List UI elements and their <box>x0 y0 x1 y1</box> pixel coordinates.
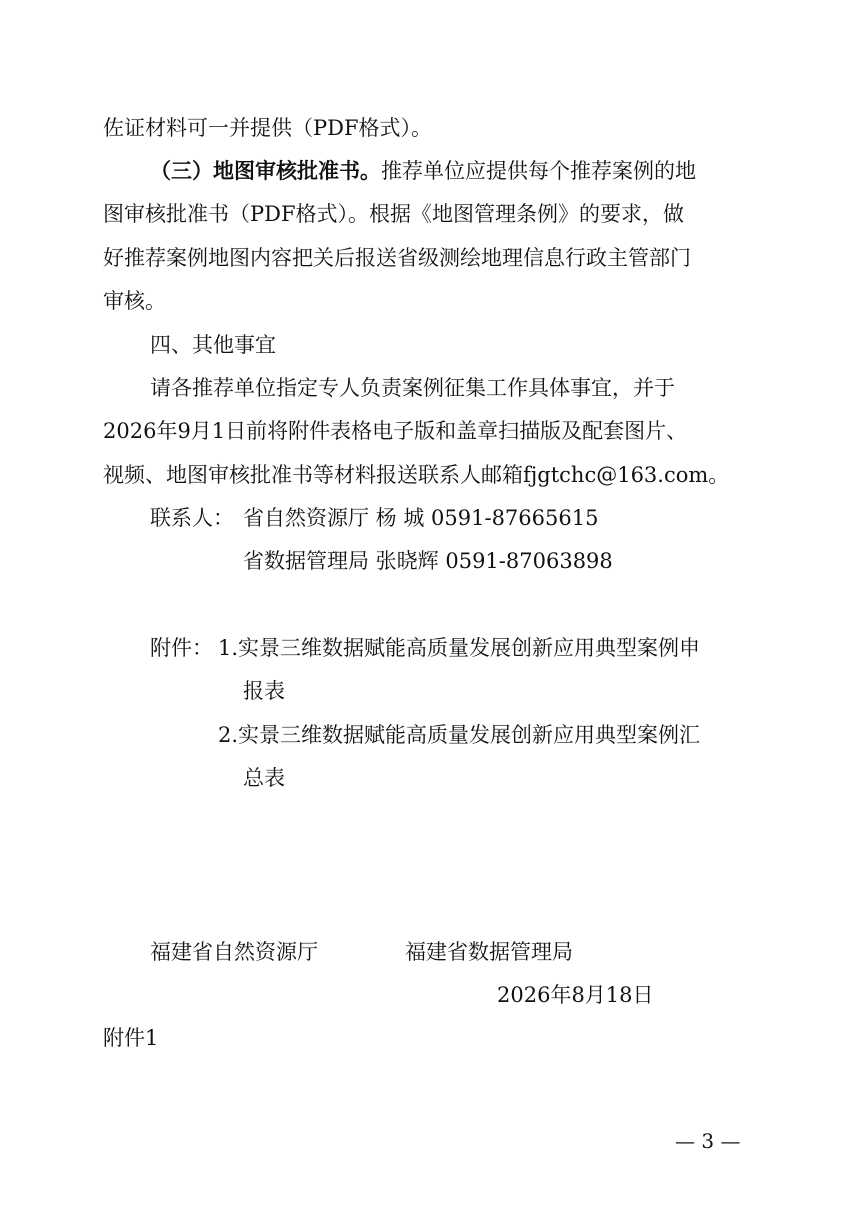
attachment-2-line-2: 总表 <box>243 766 285 790</box>
section4-line-2: 2026年9月1日前将附件表格电子版和盖章扫描版及配套图片、 <box>103 419 688 443</box>
contact-1: 省自然资源厅 杨 城 0591-87665615 <box>243 506 599 530</box>
section3-line-3: 好推荐案例地图内容把关后报送省级测绘地理信息行政主管部门 <box>103 246 691 270</box>
signature-date: 2026年8月18日 <box>497 983 654 1007</box>
section4-heading: 四、其他事宜 <box>150 333 276 357</box>
body-line-1: 佐证材料可一并提供（PDF格式）。 <box>103 116 433 140</box>
contact-label: 联系人： <box>150 506 234 530</box>
section4-line-1: 请各推荐单位指定专人负责案例征集工作具体事宜，并于 <box>150 376 675 400</box>
section3-line-2: 图审核批准书（PDF格式）。根据《地图管理条例》的要求，做 <box>103 202 685 226</box>
signer-1: 福建省自然资源厅 <box>150 940 318 964</box>
attachment-1-line-2: 报表 <box>243 679 285 703</box>
section4-line-3: 视频、地图审核批准书等材料报送联系人邮箱fjgtchc@163.com。 <box>103 463 730 487</box>
signer-2: 福建省数据管理局 <box>405 940 573 964</box>
attachment-2-line-1: 2.实景三维数据赋能高质量发展创新应用典型案例汇 <box>218 723 701 747</box>
section3-line-4: 审核。 <box>103 289 166 313</box>
section3-line-1-rest: 推荐单位应提供每个推荐案例的地 <box>381 159 696 183</box>
attachments-label: 附件： <box>150 636 213 660</box>
section3-line-1 <box>150 157 696 185</box>
page-number: — 3 — <box>675 1129 741 1153</box>
contact-2: 省数据管理局 张晓辉 0591-87063898 <box>243 549 613 573</box>
attachment-1-line-1: 1.实景三维数据赋能高质量发展创新应用典型案例申 <box>218 636 701 660</box>
next-attachment-label: 附件1 <box>103 1026 159 1050</box>
section3-heading: （三）地图审核批准书。 <box>150 158 381 183</box>
